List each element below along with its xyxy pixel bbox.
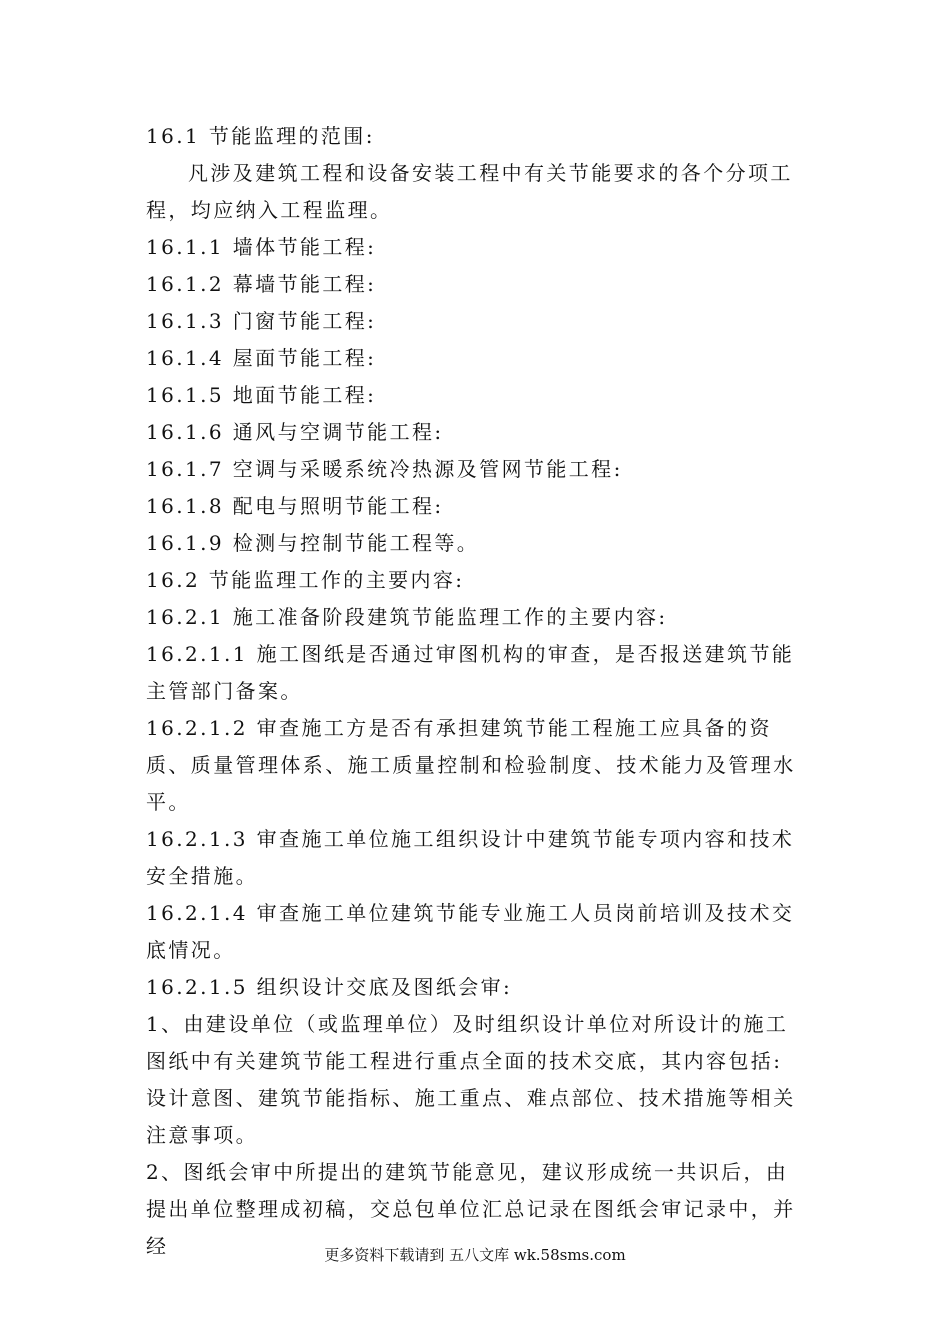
paragraph: 16.1 节能监理的范围: [146,124,375,148]
paragraph: 16.2.1.2 审查施工方是否有承担建筑节能工程施工应具备的资质、质量管理体系、施工质量控制和检验制度、技术能力及管理水平。 [146,716,796,814]
paragraph: 16.1.5 地面节能工程: [146,383,377,407]
paragraph: 16.1.1 墙体节能工程: [146,235,377,259]
paragraph: 16.1.8 配电与照明节能工程: [146,494,444,518]
paragraph: 16.1.7 空调与采暖系统冷热源及管网节能工程: [146,457,623,481]
paragraph: 16.1.4 屋面节能工程: [146,346,377,370]
page-footer: 更多资料下载请到 五八文库 wk.58sms.com [324,1246,626,1264]
paragraph: 16.1.6 通风与空调节能工程: [146,420,444,444]
paragraph: 凡涉及建筑工程和设备安装工程中有关节能要求的各个分项工程，均应纳入工程监理。 [146,161,793,222]
paragraph: 16.2.1.3 审查施工单位施工组织设计中建筑节能专项内容和技术安全措施。 [146,827,795,888]
paragraph: 16.2.1.5 组织设计交底及图纸会审: [146,975,513,999]
paragraph: 16.2.1.1 施工图纸是否通过审图机构的审查，是否报送建筑节能主管部门备案。 [146,642,795,703]
paragraph: 1、由建设单位（或监理单位）及时组织设计单位对所设计的施工图纸中有关建筑节能工程进行重点全面的技术交底，其内容包括: 设计意图、建筑节能指标、施工重点、难点部位、技术措施等相关注意事项。 [146,1012,796,1147]
paragraph: 16.1.9 检测与控制节能工程等。 [146,531,480,555]
paragraph: 16.1.2 幕墙节能工程: [146,272,377,296]
paragraph: 16.2 节能监理工作的主要内容: [146,568,465,592]
paragraph: 16.2.1.4 审查施工单位建筑节能专业施工人员岗前培训及技术交底情况。 [146,901,795,962]
paragraph: 2、图纸会审中所提出的建筑节能意见，建议形成统一共识后，由提出单位整理成初稿，交总包单位汇总记录在图纸会审记录中，并经 [146,1160,796,1258]
paragraph: 16.2.1 施工准备阶段建筑节能监理工作的主要内容: [146,605,668,629]
paragraph: 16.1.3 门窗节能工程: [146,309,377,333]
document-body [146,118,810,1265]
